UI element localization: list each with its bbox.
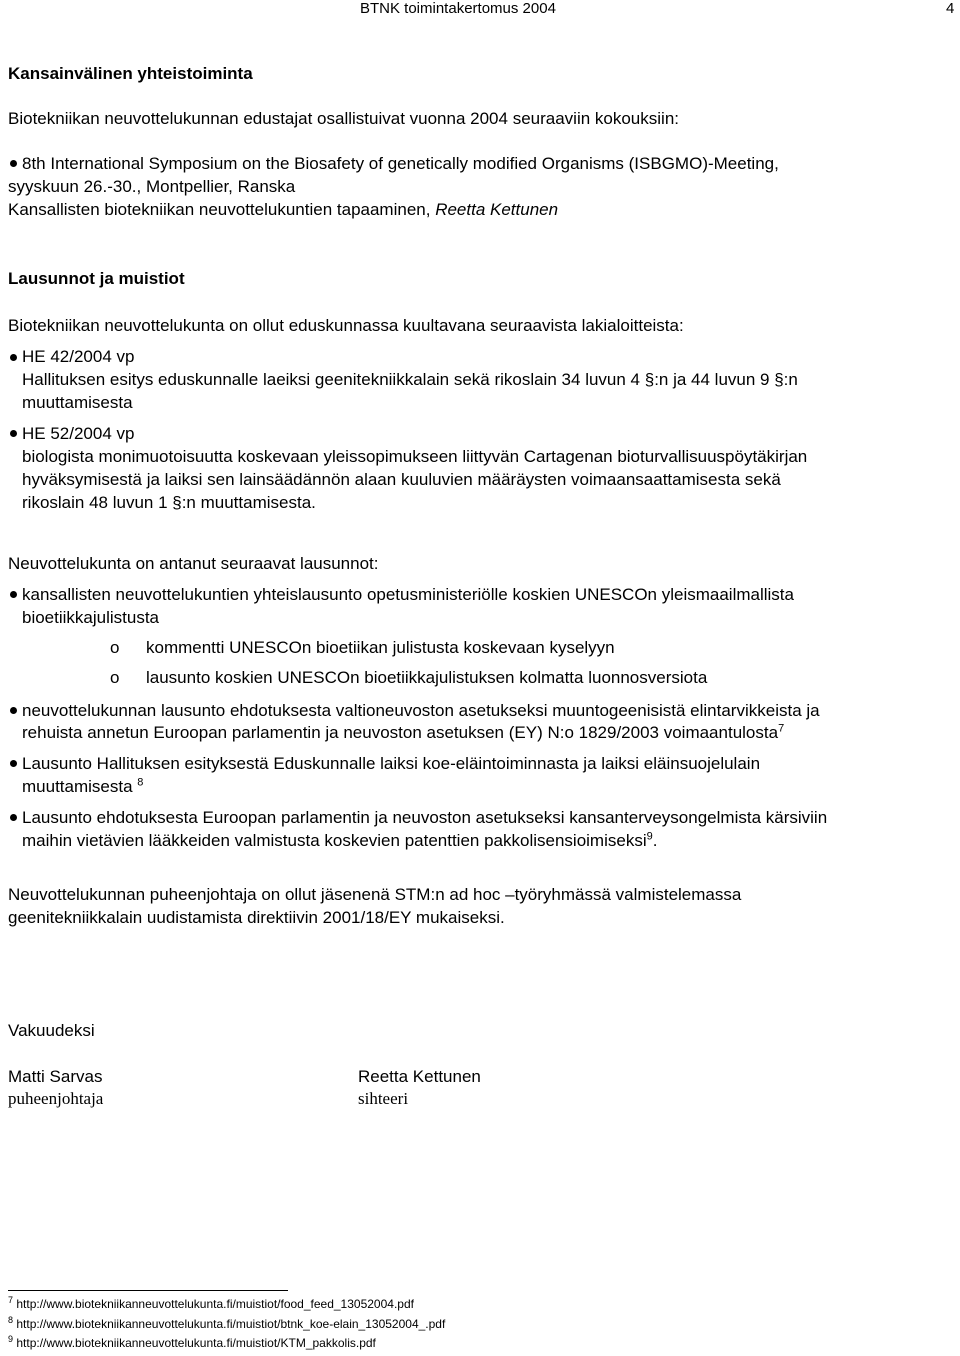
statement4-line2 [22,830,657,852]
footnote-separator [8,1290,288,1291]
bullet-icon [10,591,17,598]
section2-intro: Biotekniikan neuvottelukunta on ollut eduskunnassa kuultavana seuraavista lakialoitteista: [8,316,684,335]
bullet-icon [10,814,17,821]
signatory-right-title: sihteeri [358,1089,409,1108]
sub-bullet-marker: o [110,668,120,687]
statement1-sub1: kommentti UNESCOn bioetiikan julistusta koskevaan kyselyyn [146,638,615,657]
bullet-icon [10,354,17,361]
heading-lausunnot: Lausunnot ja muistiot [8,269,185,288]
he52-line4: rikoslain 48 luvun 1 §:n muuttamisesta. [22,493,316,512]
footnote-link[interactable]: http://www.biotekniikanneuvottelukunta.fi/muistiot/btnk_koe-elain_13052004_.pdf [16,1317,446,1331]
meeting-item-line1: 8th International Symposium on the Biosafety of genetically modified Organisms (ISBGMO)-Meeting, [22,154,779,173]
document-header-title: BTNK toimintakertomus 2004 [360,0,556,17]
footnote-number: 7 [8,1295,14,1305]
bullet-icon [10,160,17,167]
meeting-item-line2: syyskuun 26.-30., Montpellier, Ranska [8,177,296,196]
chairman-para-line2: geenitekniikkalain uudistamista direktiivin 2001/18/EY mukaiseksi. [8,908,505,927]
statement1-line1: kansallisten neuvottelukuntien yhteislausunto opetusministeriölle koskien UNESCOn yleismaailmallista [22,585,794,604]
sub-bullet-marker: o [110,638,120,657]
footnote-8 [8,1317,445,1331]
footnote-9 [8,1336,376,1350]
footnote-link[interactable]: http://www.biotekniikanneuvottelukunta.fi/muistiot/food_feed_13052004.pdf [16,1297,414,1311]
statement4-line2-text: maihin vietävien lääkkeiden valmistusta koskevien patenttien pakkolisensioimiseksi [22,831,647,850]
statement1-line2: bioetiikkajulistusta [22,608,160,627]
statement3-line2-text: muuttamisesta [22,777,138,796]
statement2-line1: neuvottelukunnan lausunto ehdotuksesta valtioneuvoston asetukseksi muuntogeenisistä elintarvikkeista ja [22,701,820,720]
footnote-number: 9 [8,1334,14,1344]
he52-title: HE 52/2004 vp [22,424,135,443]
statement1-sub2: lausunto koskien UNESCOn bioetiikkajulistuksen kolmatta luonnosversiota [146,668,708,687]
he52-line3: hyväksymisestä ja laiksi sen lainsäädännön alaan kuuluvien määräysten voimaansaattamisesta sekä [22,470,781,489]
meeting-item-line3-text: Kansallisten biotekniikan neuvottelukuntien tapaaminen, [8,200,436,219]
footnote-link[interactable]: http://www.biotekniikanneuvottelukunta.fi/muistiot/KTM_pakkolis.pdf [16,1336,376,1350]
page-number: 4 [946,0,955,17]
heading-kansainvalinen: Kansainvälinen yhteistoiminta [8,64,253,83]
statement2-line2-text: rehuista annetun Euroopan parlamentin ja neuvoston asetuksen (EY) N:o 1829/2003 voimaantulosta [22,723,779,742]
section3-intro: Neuvottelukunta on antanut seuraavat lausunnot: [8,554,379,573]
bullet-icon [10,760,17,767]
section1-intro: Biotekniikan neuvottelukunnan edustajat osallistuivat vuonna 2004 seuraaviin kokouksiin: [8,109,679,128]
he42-title: HE 42/2004 vp [22,347,135,366]
signatory-right-name: Reetta Kettunen [358,1067,481,1086]
statement2-line2 [22,722,784,744]
footnote-7 [8,1297,414,1311]
statement4-line1: Lausunto ehdotuksesta Euroopan parlamentin ja neuvoston asetukseksi kansanterveysongelmista kärsiviin [22,808,828,827]
he42-line3: muuttamisesta [22,393,133,412]
footnote-ref-9: 9 [646,830,653,843]
bullet-icon [10,430,17,437]
he42-line2: Hallituksen esitys eduskunnalle laeiksi geenitekniikkalain sekä rikoslain 34 luvun 4 §:n ja 44 luvun 9 §:n [22,370,798,389]
signatory-left-title: puheenjohtaja [8,1089,104,1108]
footnote-ref-7: 7 [778,722,785,735]
meeting-item-line3-person: Reetta Kettunen [435,200,559,219]
chairman-para-line1: Neuvottelukunnan puheenjohtaja on ollut jäsenenä STM:n ad hoc –työryhmässä valmistelemassa [8,885,742,904]
he52-line2: biologista monimuotoisuutta koskevaan yleissopimukseen liittyvän Cartagenan bioturvallisuuspöytäkirjan [22,447,808,466]
meeting-item-line3 [8,199,558,221]
footnote-ref-8: 8 [137,776,144,789]
statement3-line2 [22,776,143,798]
statement4-line2-end: . [652,831,658,850]
footnote-number: 8 [8,1315,14,1325]
statement3-line1: Lausunto Hallituksen esityksestä Eduskunnalle laiksi koe-eläintoiminnasta ja laiksi eläinsuojelulain [22,754,761,773]
signatory-left-name: Matti Sarvas [8,1067,103,1086]
bullet-icon [10,707,17,714]
closing-vakuudeksi: Vakuudeksi [8,1021,95,1040]
